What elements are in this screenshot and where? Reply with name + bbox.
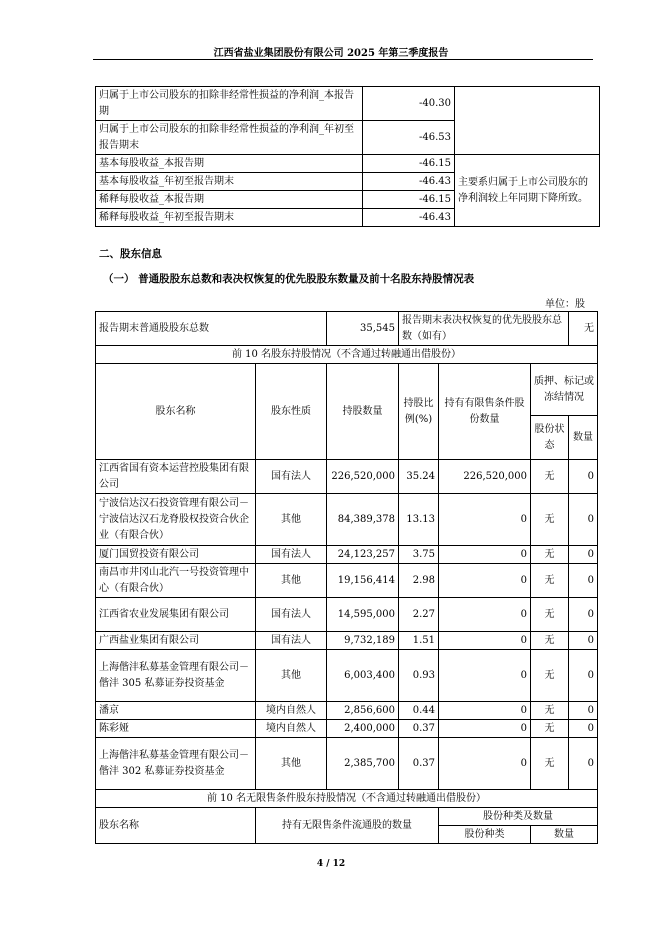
- table-row: [96, 598, 598, 632]
- eps-label: 归属于上市公司股东的扣除非经常性损益的净利润_本报告期: [96, 87, 363, 121]
- holder-restricted: 0: [439, 564, 531, 598]
- holder-count: 0: [569, 460, 598, 494]
- holder-count: 0: [569, 650, 598, 702]
- table-row: [96, 546, 598, 564]
- holder-nature: 境内自然人: [256, 702, 327, 720]
- holder-restricted: 0: [439, 650, 531, 702]
- eps-blank-cell: [455, 87, 600, 155]
- holder-status: 无: [531, 720, 569, 738]
- unrestricted-header-type-group: 股份种类及数量: [439, 808, 598, 826]
- holder-status: 无: [531, 460, 569, 494]
- holder-name: 上海偕沣私募基金管理有限公司－偕沣 305 私募证券投资基金: [96, 650, 256, 702]
- report-header: 江西省盐业集团股份有限公司 2025 年第三季度报告: [213, 48, 449, 59]
- unrestricted-header-count: 持有无限售条件流通股的数量: [256, 808, 439, 844]
- eps-label: 稀释每股收益_年初至报告期末: [96, 209, 363, 227]
- eps-value: -46.43: [363, 173, 455, 191]
- header-pledge: 质押、标记或冻结情况: [531, 364, 598, 416]
- holder-shares: 226,520,000: [327, 460, 399, 494]
- eps-label: 基本每股收益_本报告期: [96, 155, 363, 173]
- pref-holders-label: 报告期末表决权恢复的优先股股东总数（如有）: [399, 312, 569, 346]
- section-title: 二、股东信息: [99, 248, 162, 260]
- holder-ratio: 35.24: [399, 460, 439, 494]
- header-nature: 股东性质: [256, 364, 327, 460]
- holder-name: 江西省农业发展集团有限公司: [96, 598, 256, 632]
- holder-ratio: 2.98: [399, 564, 439, 598]
- holder-shares: 2,400,000: [327, 720, 399, 738]
- holder-restricted: 0: [439, 598, 531, 632]
- holder-restricted: 0: [439, 720, 531, 738]
- table-row: [96, 720, 598, 738]
- holder-status: 无: [531, 546, 569, 564]
- pref-holders-value: 无: [569, 312, 598, 346]
- holder-name: 宁波信达汉石投资管理有限公司－宁波信达汉石龙脊股权投资合伙企业（有限合伙）: [96, 494, 256, 546]
- holder-nature: 其他: [256, 738, 327, 790]
- holder-ratio: 0.93: [399, 650, 439, 702]
- holder-name: 厦门国贸投资有限公司: [96, 546, 256, 564]
- unrestricted-title: 前 10 名无限售条件股东持股情况（不含通过转融通出借股份）: [96, 790, 598, 808]
- holder-ratio: 0.44: [399, 702, 439, 720]
- holder-shares: 19,156,414: [327, 564, 399, 598]
- header-shares: 持股数量: [327, 364, 399, 460]
- holder-status: 无: [531, 632, 569, 650]
- holder-name: 潘京: [96, 702, 256, 720]
- section-subtitle: （一） 普通股股东总数和表决权恢复的优先股股东数量及前十名股东持股情况表: [103, 273, 475, 285]
- holder-shares: 9,732,189: [327, 632, 399, 650]
- holder-restricted: 0: [439, 738, 531, 790]
- eps-table: [95, 86, 600, 227]
- holder-nature: 境内自然人: [256, 720, 327, 738]
- holder-ratio: 0.37: [399, 738, 439, 790]
- holder-nature: 其他: [256, 564, 327, 598]
- header-name: 股东名称: [96, 364, 256, 460]
- eps-value: -46.43: [363, 209, 455, 227]
- eps-value: -46.53: [363, 121, 455, 155]
- holder-status: 无: [531, 738, 569, 790]
- unrestricted-header-type: 股份种类: [439, 826, 531, 844]
- holder-nature: 国有法人: [256, 460, 327, 494]
- holder-name: 江西省国有资本运营控股集团有限公司: [96, 460, 256, 494]
- eps-value: -46.15: [363, 191, 455, 209]
- holder-name: 南昌市井冈山北汽一号投资管理中心（有限合伙）: [96, 564, 256, 598]
- unrestricted-header-name: 股东名称: [96, 808, 256, 844]
- holder-status: 无: [531, 598, 569, 632]
- holder-count: 0: [569, 598, 598, 632]
- holder-status: 无: [531, 702, 569, 720]
- holder-status: 无: [531, 494, 569, 546]
- holder-name: 广西盐业集团有限公司: [96, 632, 256, 650]
- holder-nature: 国有法人: [256, 598, 327, 632]
- shareholder-table: [95, 311, 598, 844]
- holder-count: 0: [569, 564, 598, 598]
- holder-shares: 2,385,700: [327, 738, 399, 790]
- holder-status: 无: [531, 650, 569, 702]
- holder-shares: 84,389,378: [327, 494, 399, 546]
- holder-count: 0: [569, 494, 598, 546]
- header-divider: [93, 59, 593, 60]
- holder-restricted: 0: [439, 702, 531, 720]
- header-ratio: 持股比例(%): [399, 364, 439, 460]
- page-number: 4 / 12: [316, 859, 346, 869]
- header-pledge-status: 股份状态: [531, 416, 569, 460]
- holder-ratio: 1.51: [399, 632, 439, 650]
- holder-nature: 国有法人: [256, 632, 327, 650]
- eps-reason: 主要系归属于上市公司股东的净利润较上年同期下降所致。: [455, 155, 600, 227]
- eps-label: 稀释每股收益_本报告期: [96, 191, 363, 209]
- holder-name: 上海偕沣私募基金管理有限公司－偕沣 302 私募证券投资基金: [96, 738, 256, 790]
- table-row: [96, 494, 598, 546]
- holder-count: 0: [569, 720, 598, 738]
- holder-count: 0: [569, 738, 598, 790]
- total-holders-value: 35,545: [327, 312, 399, 346]
- holder-nature: 国有法人: [256, 546, 327, 564]
- holder-count: 0: [569, 546, 598, 564]
- eps-value: -46.15: [363, 155, 455, 173]
- holder-shares: 24,123,257: [327, 546, 399, 564]
- holder-shares: 6,003,400: [327, 650, 399, 702]
- table-row: [96, 564, 598, 598]
- holder-ratio: 0.37: [399, 720, 439, 738]
- holder-shares: 14,595,000: [327, 598, 399, 632]
- table-row: [96, 650, 598, 702]
- table-row: [96, 632, 598, 650]
- holder-ratio: 13.13: [399, 494, 439, 546]
- holder-nature: 其他: [256, 494, 327, 546]
- holder-count: 0: [569, 702, 598, 720]
- holder-name: 陈彩娅: [96, 720, 256, 738]
- table-row: [96, 460, 598, 494]
- holder-ratio: 3.75: [399, 546, 439, 564]
- holder-restricted: 0: [439, 494, 531, 546]
- header-pledge-count: 数量: [569, 416, 598, 460]
- table-row: [96, 702, 598, 720]
- holder-shares: 2,856,600: [327, 702, 399, 720]
- top10-title: 前 10 名股东持股情况（不含通过转融通出借股份）: [96, 346, 598, 364]
- eps-value: -40.30: [363, 87, 455, 121]
- holder-restricted: 0: [439, 632, 531, 650]
- eps-label: 基本每股收益_年初至报告期末: [96, 173, 363, 191]
- holder-status: 无: [531, 564, 569, 598]
- header-restricted: 持有有限售条件股份数量: [439, 364, 531, 460]
- holder-count: 0: [569, 632, 598, 650]
- unrestricted-header-qty: 数量: [531, 826, 598, 844]
- total-holders-label: 报告期末普通股股东总数: [96, 312, 327, 346]
- unit-label: 单位：股: [545, 299, 585, 310]
- holder-nature: 其他: [256, 650, 327, 702]
- holder-restricted: 0: [439, 546, 531, 564]
- holder-ratio: 2.27: [399, 598, 439, 632]
- holder-restricted: 226,520,000: [439, 460, 531, 494]
- eps-label: 归属于上市公司股东的扣除非经常性损益的净利润_年初至报告期末: [96, 121, 363, 155]
- table-row: [96, 738, 598, 790]
